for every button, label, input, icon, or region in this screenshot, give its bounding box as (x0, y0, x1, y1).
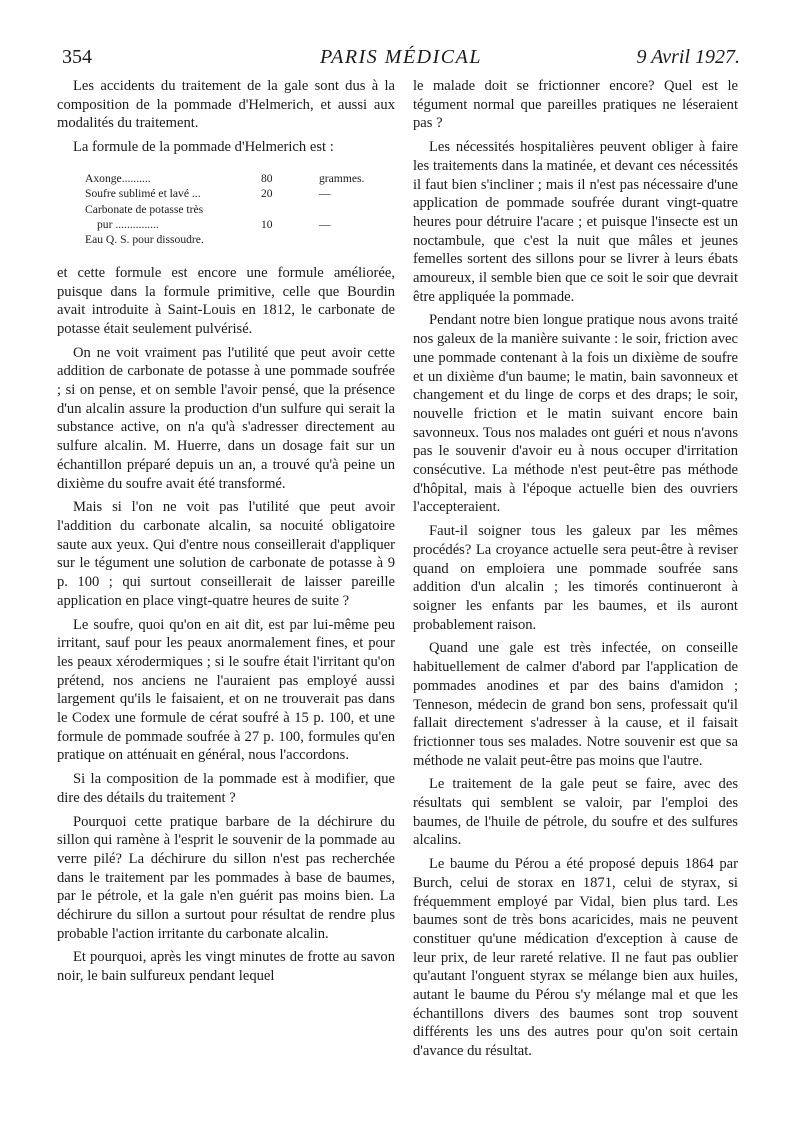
paragraph: et cette formule est encore une formule améliorée, puisque dans la formule primitive, celle que Bourdin avait introduite à Saint-Louis en 1812, le carbonate de potasse était seulement pulvérisé. (57, 264, 395, 337)
paragraph: Quand une gale est très infectée, on conseille habituellement de calmer d'abord par l'application de pommades anodines et par des bains d'amidon ; Tenneson, médecin de grand bon sens, professait qu'il fallait directement s'adresser à la cause, et il faisait frictionner tous ses malades. Notre souvenir est que sa méthode ne valait peut-être pas moins que l'autre. (413, 640, 738, 769)
paragraph: Pendant notre bien longue pratique nous avons traité nos galeux de la manière suivante : le soir, friction avec une pommade contenant à la fois un dixième de soufre et un dixième d'un baume; le matin, bain savonneux et changement et du linge de corps et des draps; le soir, nouvelle friction et le matin suivant encore bain savonneux. Tous nos malades ont guéri et nous n'avons pas le souvenir d'avoir eu à nous occuper d'irritation consécutive. La méthode n'est peut-être pas méthode d'hôpital, mais à l'époque actuelle bien des ouvriers l'accepteraient. (413, 312, 738, 516)
paragraph: Pourquoi cette pratique barbare de la déchirure du sillon qui ramène à l'esprit le souvenir de la pommade au verre pilé? La déchirure du sillon n'est pas recherchée dans le traitement par les pommades à base de baumes, par le pétrole, et la gale n'en guérit pas moins bien. La déchirure du sillon a surtout pour résultat de rendre plus probable l'action irritante du carbonate alcalin. (57, 813, 395, 942)
formula-row (85, 202, 395, 217)
helmerich-formula (85, 171, 395, 248)
ingredient-unit: — (319, 218, 331, 232)
paragraph: Faut-il soigner tous les galeux par les mêmes procédés? La croyance actuelle sera peut-être à reviser quand on emploiera une pommade soufrée sans addition d'un alcalin ; les timorés continueront à soigner les enfants par les baumes, et ils auront probablement raison. (413, 523, 738, 633)
ingredient-quantity (261, 202, 319, 217)
paragraph: Si la composition de la pommade est à modifier, que dire des détails du traitement ? (57, 771, 395, 806)
formula-row (85, 171, 395, 186)
journal-title: PARIS MÉDICAL (320, 46, 482, 68)
formula-row (85, 186, 395, 201)
paragraph: Mais si l'on ne voit pas l'utilité que peut avoir l'addition du carbonate alcalin, sa nocuité obligatoire saute aux yeux. Qui d'entre nous conseillerait d'appliquer sur le tégument une solution de carbonate de potasse à 9 p. 100 ; qui surtout conseillerait de laisser pareille application en place vingt-quatre heures de suite ? (57, 499, 395, 609)
paragraph: On ne voit vraiment pas l'utilité que peut avoir cette addition de carbonate de potasse à une pommade soufrée ; si on pense, et on semble l'avoir pensé, que la présence d'un alcalin assure la production d'un sulfure qui serait la substance active, on n'a qu'à s'adresser directement au sulfure alcalin. M. Huerre, dans un dosage fait sur un échantillon préparé depuis un an, a trouvé qu'à peine un dixième du soufre avait été transformé. (57, 344, 395, 492)
formula-row (85, 217, 395, 232)
paragraph: La formule de la pommade d'Helmerich est : (73, 139, 334, 156)
paragraph: Le soufre, quoi qu'on en ait dit, est par lui-même peu irritant, sauf pour les peaux anormalement fines, et pour les peaux xérodermiques ; si le soufre était l'irritant qu'on prétend, nos anciens ne l'auraient pas employé aussi largement qu'ils le faisaient, et on ne trouverait pas dans le Codex une formule de cérat soufré à 15 p. 100, et une formule de pommade soufrée à 27 p. 100, formules qu'en pratique on atténuait en général, nous l'accordons. (57, 616, 395, 764)
ingredient-unit: — (319, 187, 331, 201)
right-column (413, 77, 738, 1066)
ingredient-quantity: 80 (261, 171, 273, 185)
ingredient-unit (319, 202, 379, 217)
ingredient-name: Eau Q. S. pour dissoudre. (85, 233, 204, 247)
left-column (57, 77, 395, 991)
ingredient-unit: grammes. (319, 171, 365, 185)
ingredient-name: Soufre sublimé et lavé ... (85, 187, 201, 201)
paragraph: Le baume du Pérou a été proposé depuis 1864 par Burch, celui de storax en 1871, celui de styrax, si fréquemment employé par Vidal, bien plus tard. Les baumes sont de très bons acaricides, mais ne peuvent constituer qu'une médication d'exception à cause de leur prix, de leur rareté relative. Il ne faut pas oublier qu'autant l'onguent styrax se mélange bien aux huiles, autant le baume du Pérou s'y mélange mal et que les échantillons divers des baumes sont trop souvent différents les uns des autres pour qu'on soit certain d'avance du résultat. (413, 856, 738, 1060)
paragraph: Les nécessités hospitalières peuvent obliger à faire les traitements dans la matinée, et devant ces nécessités il faut bien s'incliner ; mais il n'est pas nécessaire d'une application de pommade soufrée durant vingt-quatre heures pour détruire l'acare ; et puisque l'insecte est un noctambule, que c'est la nuit que mâles et jeunes femelles sortent des sillons pour se livrer à leurs ébats amoureux, il semble bien que ce soit le soir que devrait être appliquée la pommade. (413, 139, 738, 305)
paragraph: Le traitement de la gale peut se faire, avec des résultats qui semblent se valoir, par l'emploi des baumes, de l'huile de pétrole, du soufre et des sulfures alcalins. (413, 776, 738, 849)
paragraph: Les accidents du traitement de la gale sont dus à la composition de la pommade d'Helmerich, et aussi aux modalités du traitement. (57, 78, 395, 132)
issue-date: 9 Avril 1927. (636, 46, 740, 68)
ingredient-name: Carbonate de potasse très (85, 202, 204, 216)
ingredient-name: Axonge.......... (85, 171, 151, 185)
ingredient-quantity: 10 (261, 218, 273, 232)
ingredient-quantity (293, 232, 343, 247)
paragraph: Et pourquoi, après les vingt minutes de frotte au savon noir, le bain sulfureux pendant lequel (57, 949, 395, 985)
page-number: 354 (62, 46, 92, 68)
running-header (62, 44, 740, 74)
formula-row (85, 232, 395, 247)
ingredient-unit (343, 232, 395, 247)
ingredient-name: pur ............... (97, 218, 159, 232)
ingredient-quantity: 20 (261, 187, 273, 201)
paragraph: le malade doit se frictionner encore? Quel est le tégument normal que pareilles pratiques ne léseraient pas ? (413, 78, 738, 132)
